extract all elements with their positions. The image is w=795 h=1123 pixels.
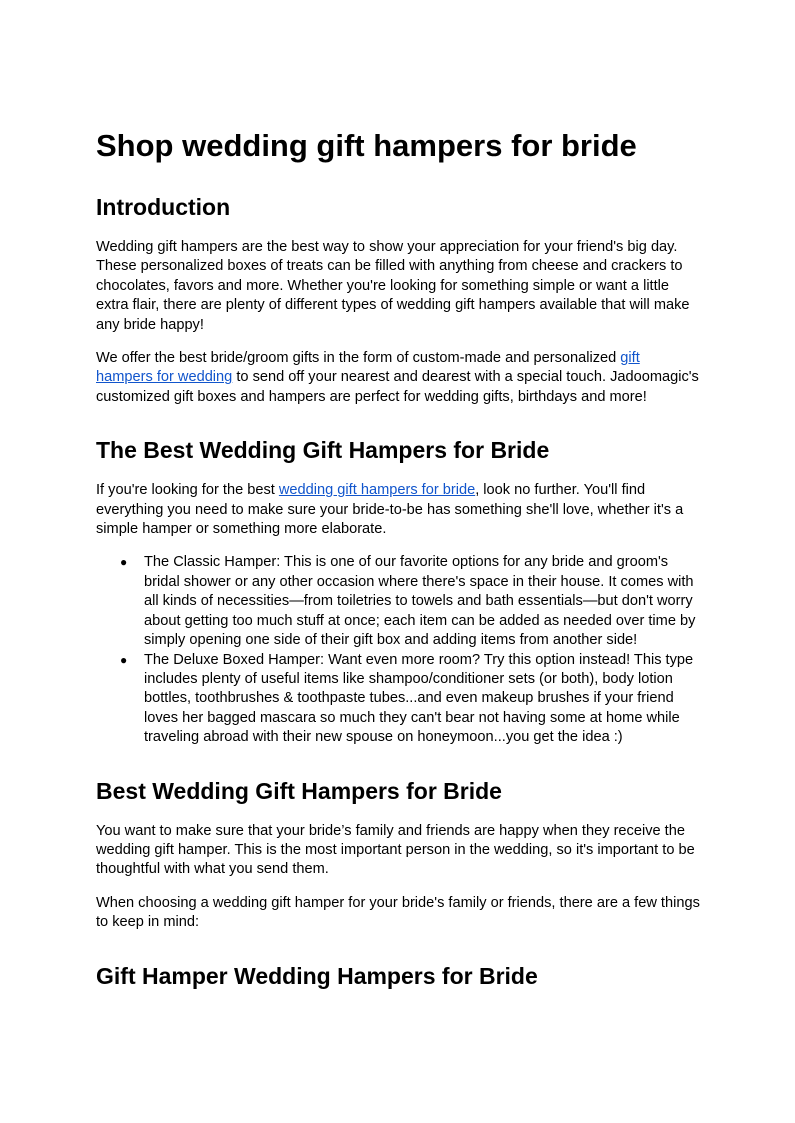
section-heading-best-wedding-gift-hampers-2: Best Wedding Gift Hampers for Bride bbox=[96, 777, 502, 804]
section-introduction bbox=[96, 192, 700, 407]
list-item bbox=[120, 553, 700, 650]
intro-paragraph-1: Wedding gift hampers are the best way to show your appreciation for your friend's big day. These personalized boxes of treats can be filled with anything from cheese and crackers to chocolates, favors and more. Whether you're looking for something simple or want a little extra flair, there are plenty of different types of wedding gift hampers available that will make any bride happy! bbox=[96, 239, 690, 333]
section-best-wedding-gift-hampers bbox=[96, 435, 700, 747]
document-page bbox=[96, 126, 700, 1007]
list-item bbox=[120, 651, 700, 748]
section-gift-hamper-wedding bbox=[96, 961, 700, 991]
section-heading-introduction: Introduction bbox=[96, 194, 231, 220]
best-paragraph-1-text-after: , look no further. You'll find everything you need to make sure your bride-to-be has something she'll love, whether it's a simple hamper or something more elaborate. bbox=[96, 482, 684, 538]
list-item-text: The Deluxe Boxed Hamper: Want even more room? Try this option instead! This type includes plenty of useful items like shampoo/conditioner sets (or both), body lotion bottles, toothbrushes & toothpaste tubes...and even makeup brushes if your friend loves her bagged mascara so much they can't bear not having some at home while traveling abroad with their new spouse on honeymoon...you get the idea :) bbox=[144, 651, 694, 746]
page-title: Shop wedding gift hampers for bride bbox=[96, 128, 637, 163]
hamper-options-list bbox=[96, 553, 700, 747]
bullet-icon: ● bbox=[120, 652, 128, 667]
best-paragraph-1-text-before: If you're looking for the best bbox=[96, 482, 279, 499]
intro-paragraph-2-text-before: We offer the best bride/groom gifts in the form of custom-made and personalized bbox=[96, 350, 621, 367]
intro-paragraph-2-text-after: to send off your nearest and dearest with a special touch. Jadoomagic's customized gift boxes and hampers are perfect for wedding gifts, birthdays and more! bbox=[96, 369, 699, 405]
list-item-text: The Classic Hamper: This is one of our favorite options for any bride and groom's bridal shower or any other occasion where there's space in their house. It comes with all kinds of necessities—from toiletries to towels and bath essentials—but don't worry about getting too much stuff at once; each item can be added as needed over time by simply opening one side of their gift box and adding items from another side! bbox=[144, 554, 696, 649]
wedding-gift-hampers-for-bride-link[interactable]: wedding gift hampers for bride bbox=[278, 482, 476, 499]
best2-paragraph-1: You want to make sure that your bride’s family and friends are happy when they receive the wedding gift hamper. This is the most important person in the wedding, so it's important to be thoughtful with what you send them. bbox=[96, 822, 695, 878]
section-heading-best-wedding-gift-hampers: The Best Wedding Gift Hampers for Bride bbox=[96, 437, 550, 464]
best-paragraph-1 bbox=[96, 481, 700, 539]
section-heading-gift-hamper-wedding: Gift Hamper Wedding Hampers for Bride bbox=[96, 962, 538, 989]
gift-hampers-for-wedding-link[interactable]: gift hampers for wedding bbox=[96, 350, 640, 386]
intro-paragraph-2 bbox=[96, 349, 700, 407]
section-best-wedding-gift-hampers-2 bbox=[96, 776, 700, 933]
bullet-icon: ● bbox=[120, 555, 128, 570]
best2-paragraph-2: When choosing a wedding gift hamper for your bride's family or friends, there are a few things to keep in mind: bbox=[96, 894, 700, 931]
